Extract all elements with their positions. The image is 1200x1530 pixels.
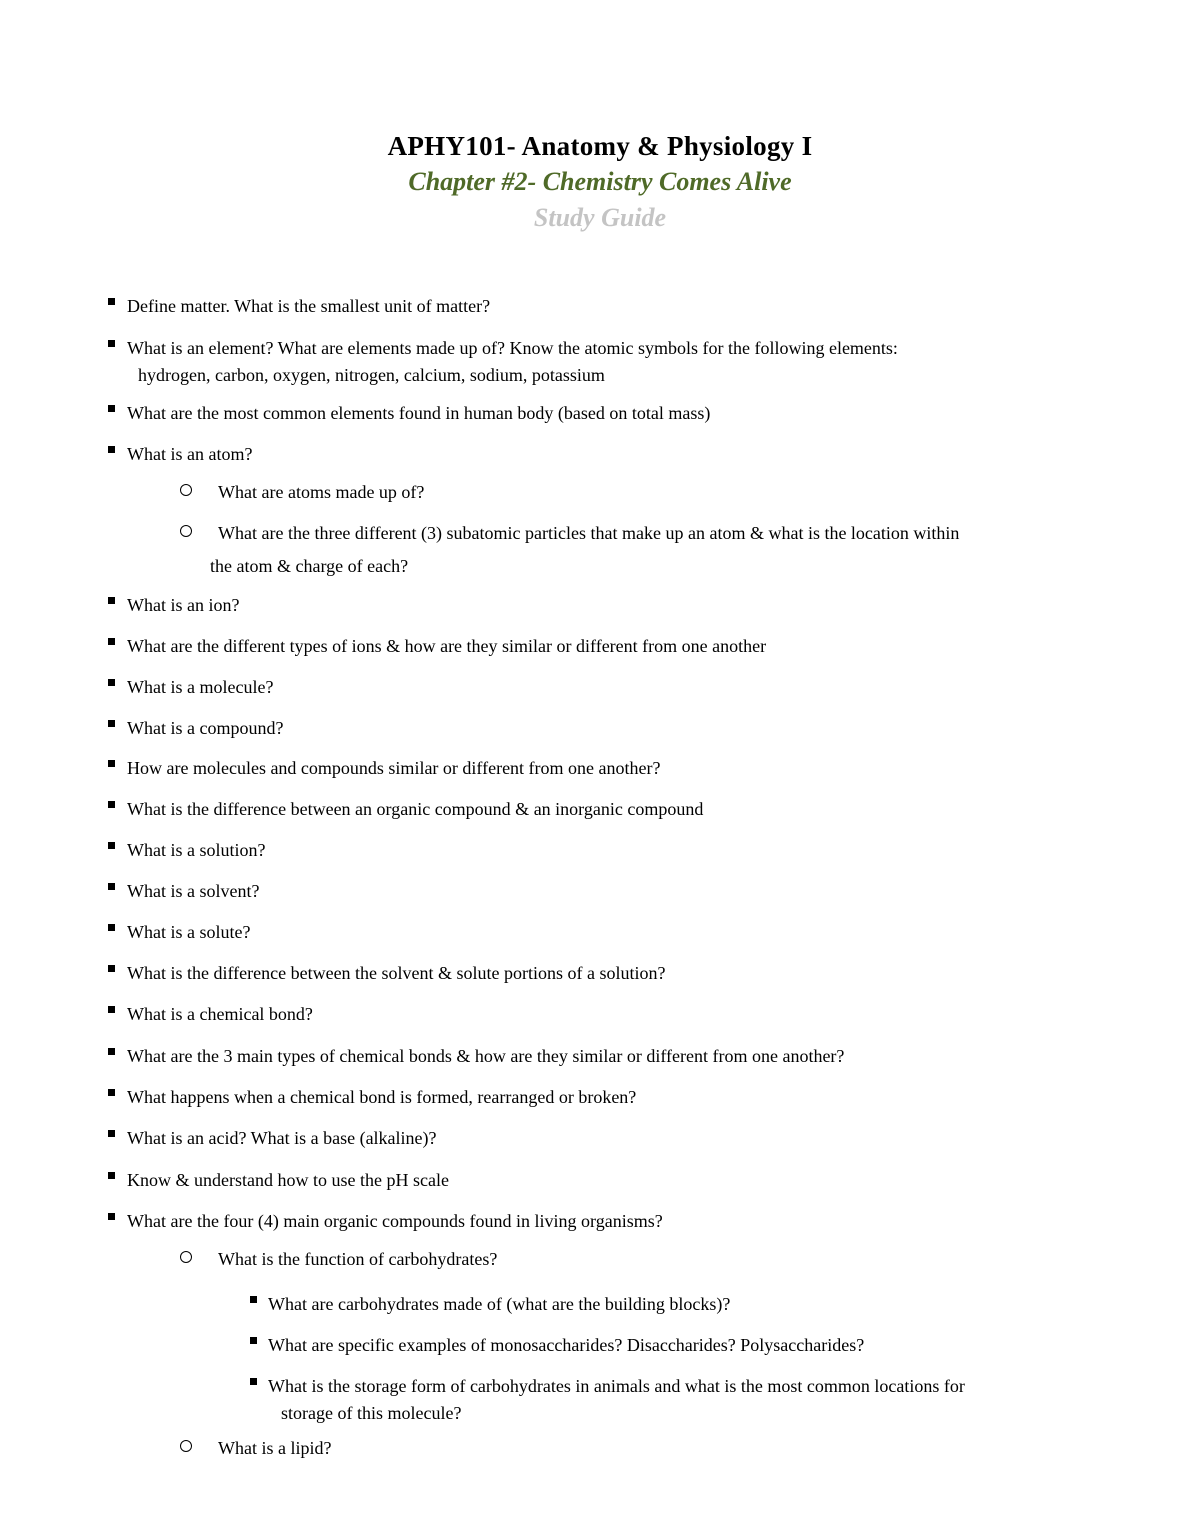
- square-bullet-icon: [108, 924, 115, 931]
- list-item-text: What are carbohydrates made of (what are the building blocks)?: [268, 1294, 731, 1314]
- square-bullet-icon: [108, 446, 115, 453]
- list-item-text: What is the difference between an organic compound & an inorganic compound: [127, 799, 704, 819]
- list-item-text: What is the difference between the solvent & solute portions of a solution?: [127, 963, 666, 983]
- list-item-text: Define matter. What is the smallest unit of matter?: [127, 296, 491, 316]
- list-item-text: What is a solution?: [127, 840, 266, 860]
- square-bullet-icon: [108, 597, 115, 604]
- list-item-text: What is a solute?: [127, 922, 251, 942]
- square-bullet-icon: [108, 679, 115, 686]
- list-item-text: What is a solvent?: [127, 881, 260, 901]
- list-item-continuation: storage of this molecule?: [281, 1403, 462, 1423]
- square-bullet-icon: [108, 1089, 115, 1096]
- list-item-text: What are the different types of ions & how are they similar or different from one another: [127, 636, 767, 656]
- document-header: [0, 128, 1200, 236]
- list-item-text: What are the three different (3) subatomic particles that make up an atom & what is the location within: [218, 523, 960, 543]
- circle-bullet-icon: [180, 525, 192, 537]
- chapter-subtitle: Chapter #2- Chemistry Comes Alive: [408, 167, 792, 196]
- list-item-text: What is a lipid?: [218, 1438, 332, 1458]
- square-bullet-icon: [108, 1172, 115, 1179]
- list-item-text: What is an ion?: [127, 595, 240, 615]
- square-bullet-icon: [108, 405, 115, 412]
- square-bullet-icon: [250, 1337, 257, 1344]
- list-item-text: What happens when a chemical bond is formed, rearranged or broken?: [127, 1087, 637, 1107]
- list-item-text: What is an atom?: [127, 444, 253, 464]
- list-item-text: What are atoms made up of?: [218, 482, 425, 502]
- list-item-text: Know & understand how to use the pH scale: [127, 1170, 449, 1190]
- list-item-text: What is a compound?: [127, 718, 284, 738]
- study-guide-label: Study Guide: [533, 203, 667, 232]
- list-item-text: What is the function of carbohydrates?: [218, 1249, 498, 1269]
- list-item-continuation: hydrogen, carbon, oxygen, nitrogen, calcium, sodium, potassium: [138, 365, 605, 385]
- list-item-continuation: the atom & charge of each?: [210, 556, 409, 576]
- square-bullet-icon: [250, 1378, 257, 1385]
- list-item-text: What are the 3 main types of chemical bonds & how are they similar or different from one another?: [127, 1046, 845, 1066]
- square-bullet-icon: [108, 883, 115, 890]
- circle-bullet-icon: [180, 1440, 192, 1452]
- list-item-text: What are specific examples of monosaccharides? Disaccharides? Polysaccharides?: [268, 1335, 865, 1355]
- square-bullet-icon: [108, 965, 115, 972]
- list-item-text: What is a molecule?: [127, 677, 274, 697]
- square-bullet-icon: [108, 1006, 115, 1013]
- list-item-text: How are molecules and compounds similar or different from one another?: [127, 758, 661, 778]
- square-bullet-icon: [108, 1130, 115, 1137]
- square-bullet-icon: [108, 1048, 115, 1055]
- square-bullet-icon: [250, 1296, 257, 1303]
- square-bullet-icon: [108, 298, 115, 305]
- circle-bullet-icon: [180, 1251, 192, 1263]
- list-item-text: What is an element? What are elements made up of? Know the atomic symbols for the following elements:: [127, 338, 898, 358]
- square-bullet-icon: [108, 842, 115, 849]
- square-bullet-icon: [108, 801, 115, 808]
- list-item-text: What are the most common elements found in human body (based on total mass): [127, 403, 711, 423]
- square-bullet-icon: [108, 1213, 115, 1220]
- document-title: APHY101- Anatomy & Physiology I: [387, 131, 813, 161]
- list-item-text: What are the four (4) main organic compounds found in living organisms?: [127, 1211, 663, 1231]
- square-bullet-icon: [108, 340, 115, 347]
- square-bullet-icon: [108, 760, 115, 767]
- circle-bullet-icon: [180, 484, 192, 496]
- square-bullet-icon: [108, 638, 115, 645]
- square-bullet-icon: [108, 720, 115, 727]
- list-item-text: What is the storage form of carbohydrates in animals and what is the most common locations for: [268, 1376, 965, 1396]
- list-item-text: What is an acid? What is a base (alkaline)?: [127, 1128, 437, 1148]
- list-item-text: What is a chemical bond?: [127, 1004, 313, 1024]
